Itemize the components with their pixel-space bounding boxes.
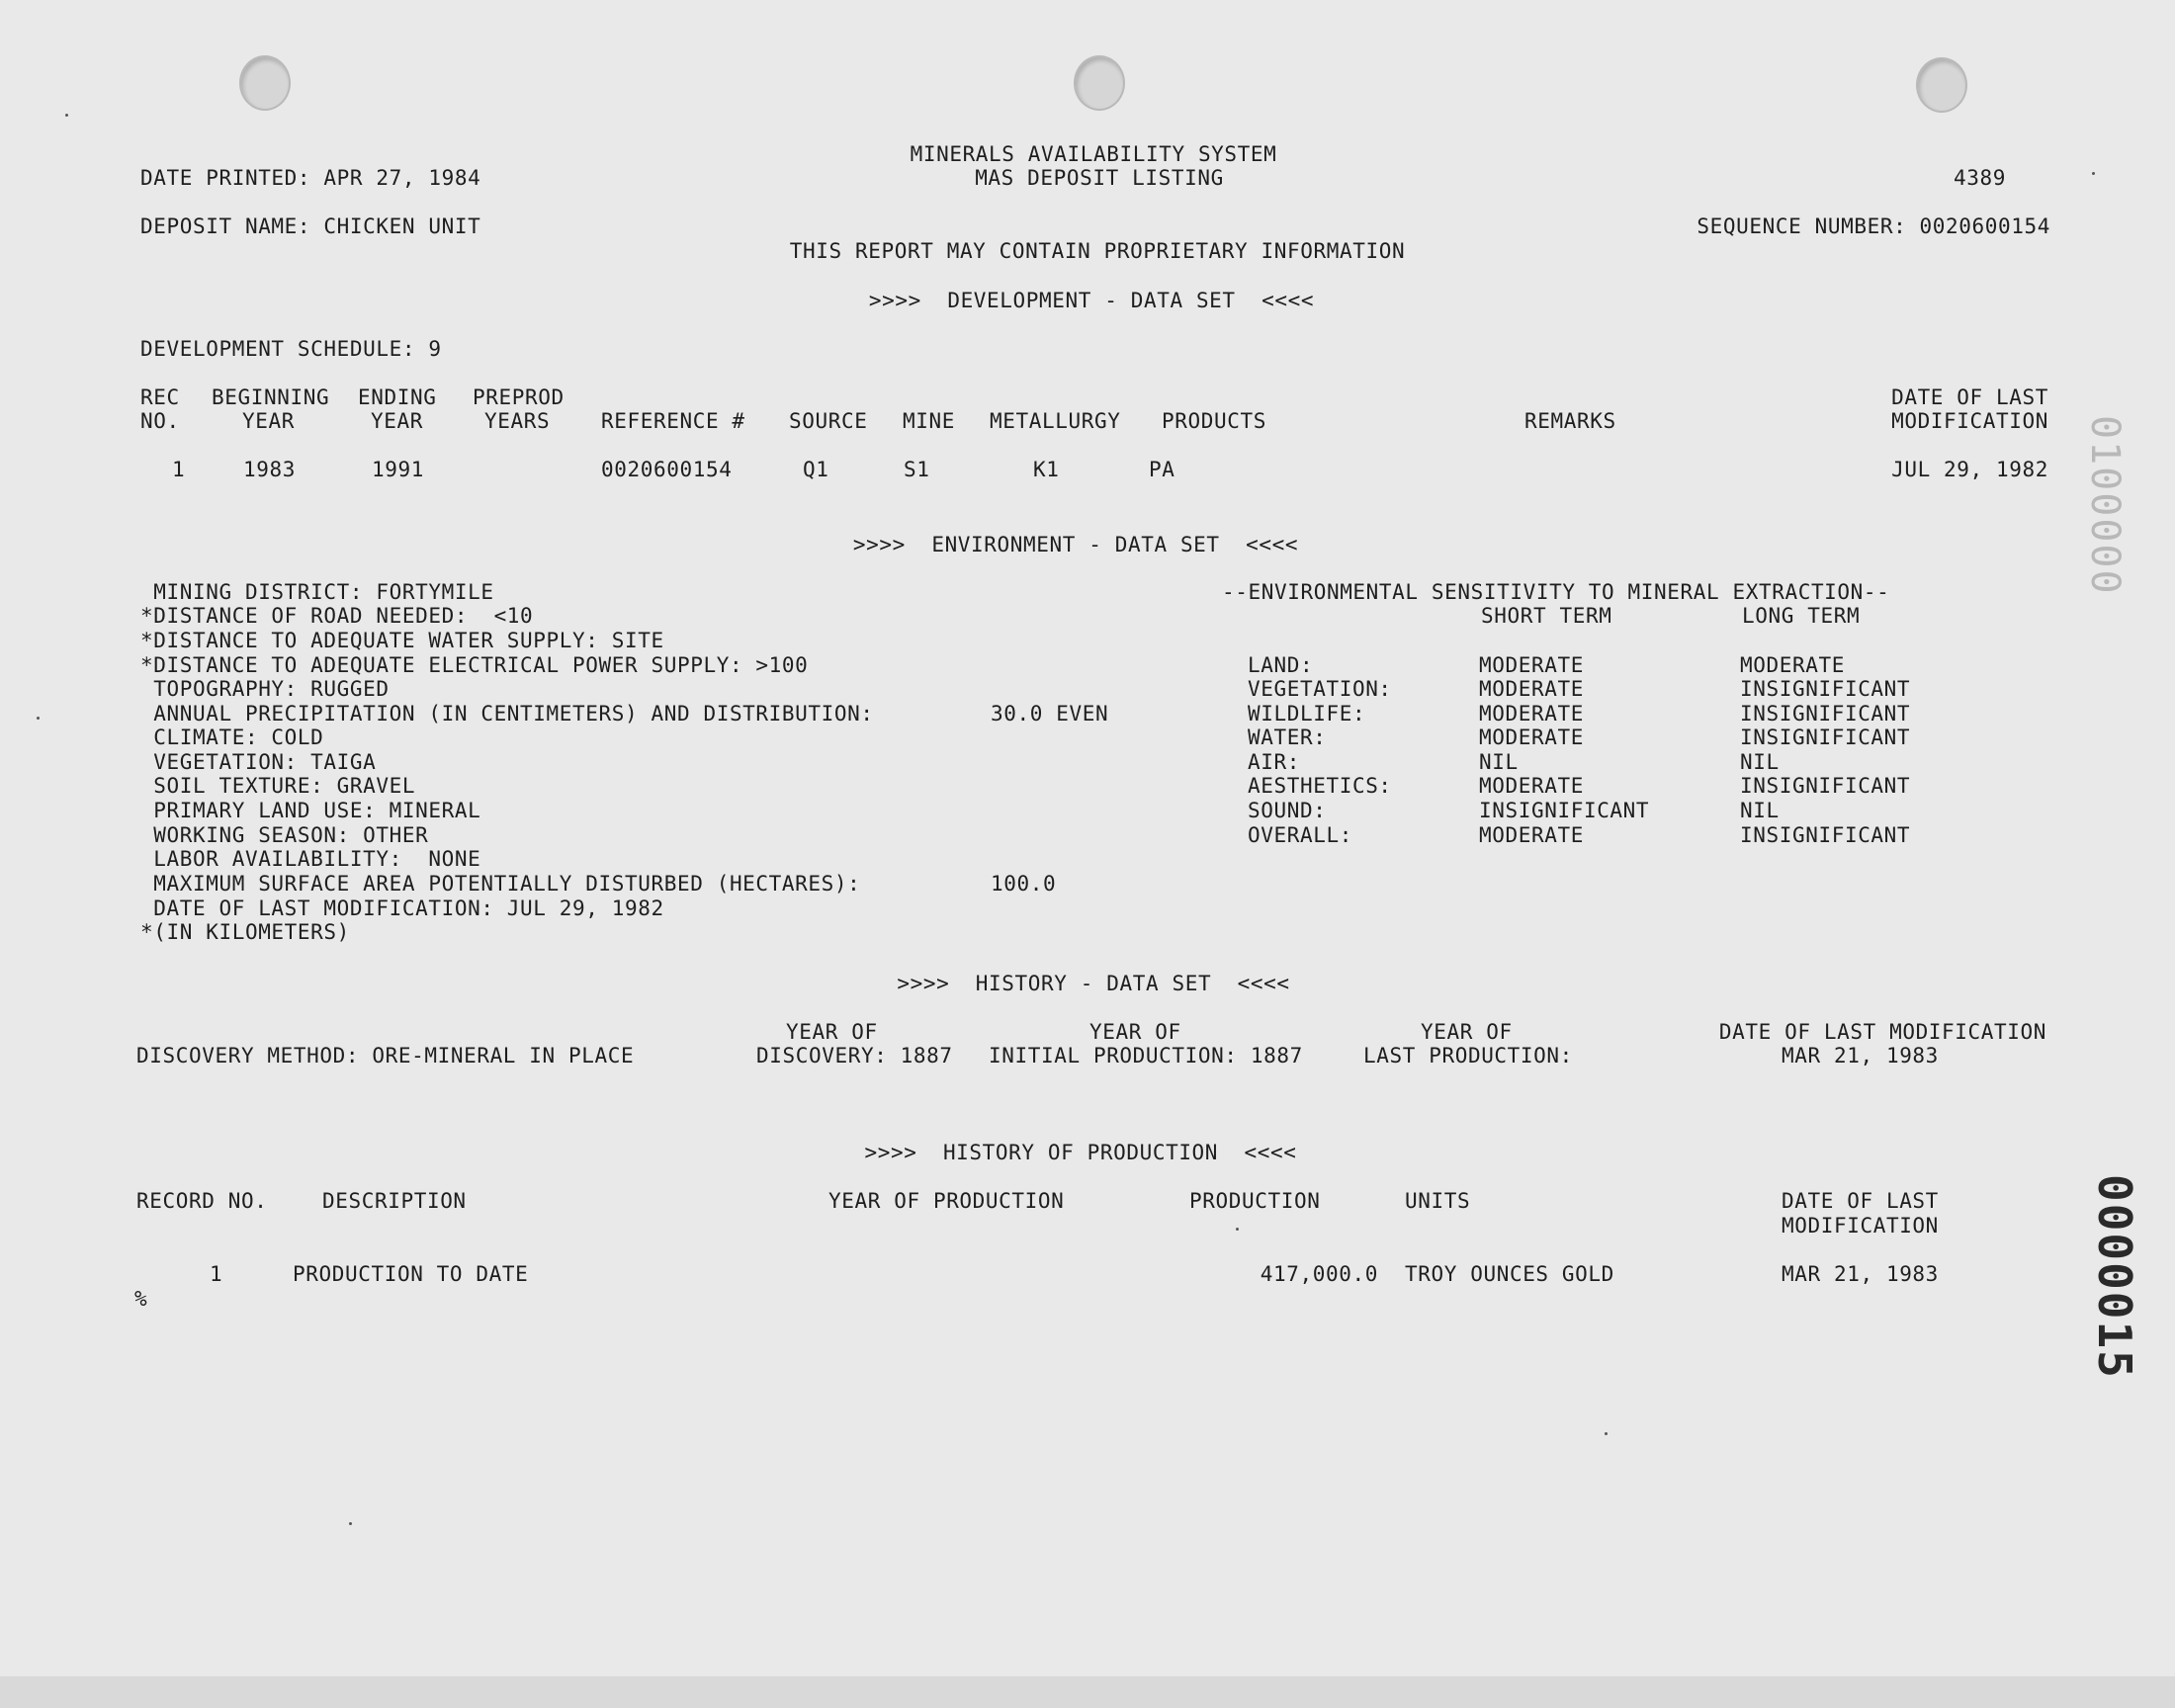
punch-hole-left xyxy=(239,55,291,111)
sensitivity-factor: AIR: xyxy=(1248,750,1300,774)
prod-record-no: 1 xyxy=(210,1262,223,1286)
discovery-method: DISCOVERY METHOD: ORE-MINERAL IN PLACE xyxy=(136,1044,635,1068)
env-line: CLIMATE: COLD xyxy=(140,726,324,749)
short-term-label: SHORT TERM xyxy=(1481,604,1612,628)
sensitivity-factor: VEGETATION: xyxy=(1248,677,1392,701)
col-units: UNITS xyxy=(1405,1189,1471,1213)
surface-area-value: 100.0 xyxy=(991,872,1057,896)
paper-speck xyxy=(349,1522,352,1525)
sensitivity-factor: SOUND: xyxy=(1248,799,1327,822)
paper-speck xyxy=(65,114,68,117)
sensitivity-long: INSIGNIFICANT xyxy=(1740,677,1911,701)
initial-production-year: INITIAL PRODUCTION: 1887 xyxy=(989,1044,1303,1068)
col-rec-no: NO. xyxy=(140,409,180,433)
env-line: ANNUAL PRECIPITATION (IN CENTIMETERS) AND DISTRIBUTION: xyxy=(140,702,874,726)
sensitivity-title: --ENVIRONMENTAL SENSITIVITY TO MINERAL EXTRACTION-- xyxy=(1222,580,1890,604)
sensitivity-long: INSIGNIFICANT xyxy=(1740,702,1911,726)
year-of-last-label: YEAR OF xyxy=(1421,1020,1513,1044)
prod-units: TROY OUNCES GOLD xyxy=(1405,1262,1614,1286)
development-schedule: DEVELOPMENT SCHEDULE: 9 xyxy=(140,337,442,361)
paper-speck xyxy=(1605,1432,1608,1435)
paper-speck xyxy=(2092,172,2095,175)
sensitivity-short: MODERATE xyxy=(1479,677,1584,701)
footer-percent-mark: % xyxy=(134,1287,148,1311)
env-line: VEGETATION: TAIGA xyxy=(140,750,377,774)
history-section-title: >>>> HISTORY - DATA SET <<<< xyxy=(897,972,1290,995)
system-title: MINERALS AVAILABILITY SYSTEM xyxy=(910,142,1277,166)
history-mod-label: DATE OF LAST MODIFICATION xyxy=(1718,1020,2046,1044)
col-beginning: BEGINNING xyxy=(212,385,330,409)
history-mod-value: MAR 21, 1983 xyxy=(1782,1044,1939,1068)
env-line: LABOR AVAILABILITY: NONE xyxy=(140,847,481,871)
col-reference: REFERENCE # xyxy=(601,409,745,433)
env-line: WORKING SEASON: OTHER xyxy=(140,823,429,847)
env-line: *DISTANCE TO ADEQUATE ELECTRICAL POWER SUPPLY: >100 xyxy=(140,653,809,677)
deposit-name: DEPOSIT NAME: CHICKEN UNIT xyxy=(140,214,481,238)
env-line: DATE OF LAST MODIFICATION: JUL 29, 1982 xyxy=(140,897,664,920)
col-ending-year: YEAR xyxy=(371,409,423,433)
sensitivity-long: MODERATE xyxy=(1740,653,1845,677)
col-production: PRODUCTION xyxy=(1189,1189,1321,1213)
env-line: *DISTANCE TO ADEQUATE WATER SUPPLY: SITE xyxy=(140,629,664,652)
precipitation-value: 30.0 EVEN xyxy=(991,702,1109,726)
env-line: MINING DISTRICT: FORTYMILE xyxy=(140,580,494,604)
sensitivity-short: MODERATE xyxy=(1479,702,1584,726)
env-line: MAXIMUM SURFACE AREA POTENTIALLY DISTURBED (HECTARES): xyxy=(140,872,861,896)
dev-reference: 0020600154 xyxy=(601,458,733,481)
sensitivity-long: NIL xyxy=(1740,750,1780,774)
col-description: DESCRIPTION xyxy=(322,1189,467,1213)
col-remarks: REMARKS xyxy=(1524,409,1616,433)
year-of-discovery-label: YEAR OF xyxy=(786,1020,878,1044)
env-line: PRIMARY LAND USE: MINERAL xyxy=(140,799,481,822)
dev-beginning: 1983 xyxy=(243,458,296,481)
prod-modified: MAR 21, 1983 xyxy=(1782,1262,1939,1286)
col-record-no: RECORD NO. xyxy=(136,1189,268,1213)
environment-section-title: >>>> ENVIRONMENT - DATA SET <<<< xyxy=(852,533,1299,556)
col-year-of-production: YEAR OF PRODUCTION xyxy=(828,1189,1065,1213)
dev-source: Q1 xyxy=(803,458,829,481)
dev-products: PA xyxy=(1149,458,1175,481)
sensitivity-long: NIL xyxy=(1740,799,1780,822)
sensitivity-long: INSIGNIFICANT xyxy=(1740,726,1911,749)
date-printed: DATE PRINTED: APR 27, 1984 xyxy=(140,166,481,190)
development-section-title: >>>> DEVELOPMENT - DATA SET <<<< xyxy=(868,289,1315,312)
col-prod-date-of-last: DATE OF LAST xyxy=(1782,1189,1939,1213)
dev-rec: 1 xyxy=(172,458,186,481)
sensitivity-factor: LAND: xyxy=(1248,653,1314,677)
sensitivity-short: NIL xyxy=(1479,750,1519,774)
long-term-label: LONG TERM xyxy=(1742,604,1861,628)
col-date-of-last: DATE OF LAST xyxy=(1891,385,2048,409)
sensitivity-factor: OVERALL: xyxy=(1248,823,1352,847)
punch-hole-right xyxy=(1916,57,1967,113)
production-section-title: >>>> HISTORY OF PRODUCTION <<<< xyxy=(864,1141,1297,1164)
col-ending: ENDING xyxy=(358,385,437,409)
env-line: SOIL TEXTURE: GRAVEL xyxy=(140,774,416,798)
col-prod-modification: MODIFICATION xyxy=(1782,1214,1939,1238)
sensitivity-long: INSIGNIFICANT xyxy=(1740,823,1911,847)
col-source: SOURCE xyxy=(789,409,868,433)
env-line: TOPOGRAPHY: RUGGED xyxy=(140,677,390,701)
paper-speck xyxy=(1236,1228,1239,1231)
dev-modified: JUL 29, 1982 xyxy=(1891,458,2048,481)
sequence-number: SEQUENCE NUMBER: 0020600154 xyxy=(1696,214,2050,238)
sensitivity-long: INSIGNIFICANT xyxy=(1740,774,1911,798)
page-number: 4389 xyxy=(1954,166,2006,190)
year-of-initial-label: YEAR OF xyxy=(1089,1020,1181,1044)
dev-mine: S1 xyxy=(904,458,930,481)
discovery-year: DISCOVERY: 1887 xyxy=(756,1044,953,1068)
col-preprod-years: YEARS xyxy=(484,409,551,433)
dev-metallurgy: K1 xyxy=(1033,458,1060,481)
stamped-page-number: 0000015 xyxy=(2088,1174,2141,1380)
col-modification: MODIFICATION xyxy=(1891,409,2048,433)
sensitivity-short: MODERATE xyxy=(1479,726,1584,749)
col-mine: MINE xyxy=(903,409,955,433)
sensitivity-short: MODERATE xyxy=(1479,823,1584,847)
sensitivity-factor: WATER: xyxy=(1248,726,1327,749)
sensitivity-factor: WILDLIFE: xyxy=(1248,702,1366,726)
col-metallurgy: METALLURGY xyxy=(990,409,1121,433)
paper-speck xyxy=(37,717,40,720)
prod-description: PRODUCTION TO DATE xyxy=(293,1262,529,1286)
env-line: *DISTANCE OF ROAD NEEDED: <10 xyxy=(140,604,534,628)
listing-title: MAS DEPOSIT LISTING xyxy=(975,166,1224,190)
col-beginning-year: YEAR xyxy=(242,409,295,433)
col-preprod: PREPROD xyxy=(473,385,565,409)
faint-stamped-number: 0100000 xyxy=(2082,415,2128,596)
sensitivity-factor: AESTHETICS: xyxy=(1248,774,1392,798)
env-line: *(IN KILOMETERS) xyxy=(140,920,350,944)
col-rec: REC xyxy=(140,385,180,409)
last-production-year: LAST PRODUCTION: xyxy=(1363,1044,1573,1068)
dev-ending: 1991 xyxy=(372,458,424,481)
proprietary-notice: THIS REPORT MAY CONTAIN PROPRIETARY INFORMATION xyxy=(789,239,1406,263)
sensitivity-short: MODERATE xyxy=(1479,653,1584,677)
sensitivity-short: MODERATE xyxy=(1479,774,1584,798)
col-products: PRODUCTS xyxy=(1162,409,1266,433)
punch-hole-center xyxy=(1074,55,1125,111)
sensitivity-short: INSIGNIFICANT xyxy=(1479,799,1650,822)
prod-amount: 417,000.0 xyxy=(1260,1262,1378,1286)
